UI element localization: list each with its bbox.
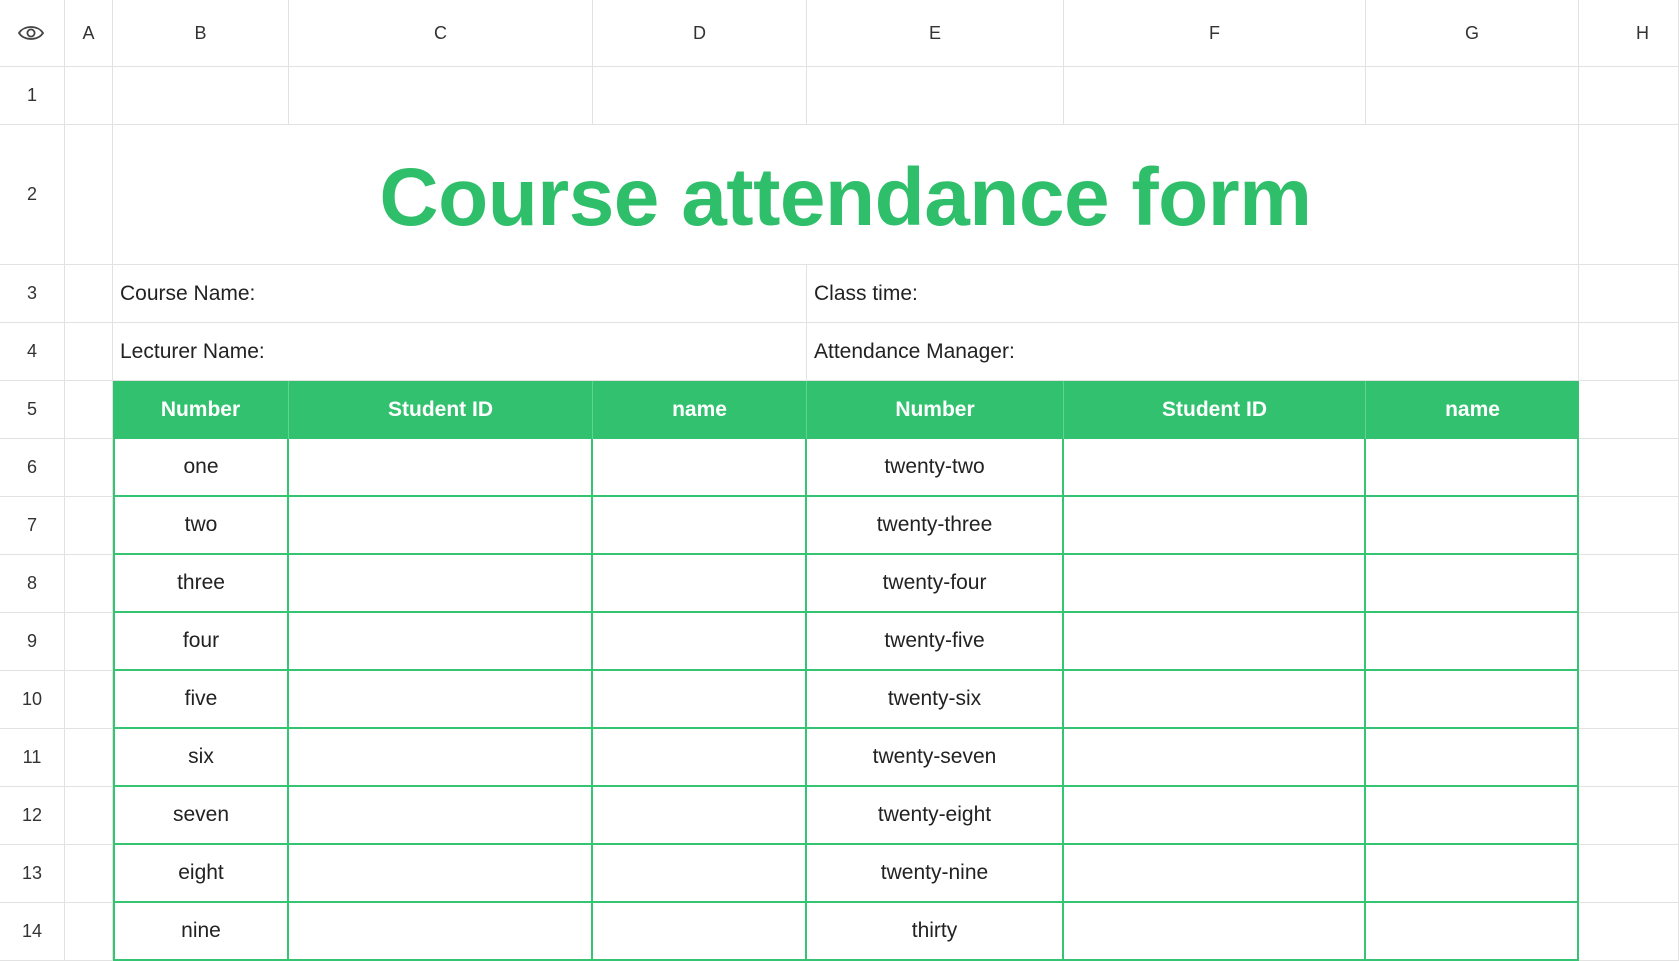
row-header-6[interactable]: 6 (0, 439, 65, 497)
table-cell-student-id[interactable] (1064, 671, 1366, 729)
table-cell-name[interactable] (593, 729, 807, 787)
row-header-11[interactable]: 11 (0, 729, 65, 787)
table-cell-student-id[interactable] (1064, 729, 1366, 787)
table-cell-student-id[interactable] (289, 555, 593, 613)
table-cell-number[interactable]: two (113, 497, 289, 555)
table-cell-name[interactable] (1366, 903, 1579, 961)
cell-h-column[interactable] (1579, 729, 1679, 787)
cell-d1[interactable] (593, 67, 807, 125)
row-header-5[interactable]: 5 (0, 381, 65, 439)
table-cell-student-id[interactable] (1064, 903, 1366, 961)
table-cell-number[interactable]: twenty-six (807, 671, 1064, 729)
cell-h-column[interactable] (1579, 67, 1679, 125)
table-cell-student-id[interactable] (289, 671, 593, 729)
table-cell-student-id[interactable] (1064, 555, 1366, 613)
cell-b1[interactable] (113, 67, 289, 125)
cell-h-column[interactable] (1579, 613, 1679, 671)
table-cell-student-id[interactable] (1064, 497, 1366, 555)
table-cell-number[interactable]: four (113, 613, 289, 671)
table-cell-name[interactable] (593, 787, 807, 845)
column-header-d[interactable]: D (593, 0, 807, 67)
table-cell-number[interactable]: twenty-three (807, 497, 1064, 555)
cell-c1[interactable] (289, 67, 593, 125)
cell-h-column[interactable] (1579, 439, 1679, 497)
row-header-3[interactable]: 3 (0, 265, 65, 323)
row-header-12[interactable]: 12 (0, 787, 65, 845)
table-cell-student-id[interactable] (1064, 439, 1366, 497)
table-cell-number[interactable]: twenty-four (807, 555, 1064, 613)
row-header-2[interactable]: 2 (0, 125, 65, 265)
table-cell-name[interactable] (1366, 555, 1579, 613)
table-cell-student-id[interactable] (289, 845, 593, 903)
table-header-name[interactable]: name (1366, 381, 1579, 439)
cell-a-column[interactable] (65, 729, 113, 787)
cell-a-column[interactable] (65, 323, 113, 381)
table-cell-name[interactable] (593, 439, 807, 497)
column-header-c[interactable]: C (289, 0, 593, 67)
cell-h-column[interactable] (1579, 381, 1679, 439)
row-header-4[interactable]: 4 (0, 323, 65, 381)
cell-a-column[interactable] (65, 671, 113, 729)
column-header-h[interactable]: H (1579, 0, 1679, 67)
eye-icon[interactable] (17, 24, 45, 42)
column-header-b[interactable]: B (113, 0, 289, 67)
table-cell-number[interactable]: five (113, 671, 289, 729)
row-header-7[interactable]: 7 (0, 497, 65, 555)
row-header-14[interactable]: 14 (0, 903, 65, 961)
table-cell-student-id[interactable] (289, 439, 593, 497)
cell-a-column[interactable] (65, 125, 113, 265)
table-cell-student-id[interactable] (289, 903, 593, 961)
row-header-8[interactable]: 8 (0, 555, 65, 613)
table-cell-number[interactable]: twenty-two (807, 439, 1064, 497)
cell-a-column[interactable] (65, 787, 113, 845)
table-cell-student-id[interactable] (289, 497, 593, 555)
cell-a-column[interactable] (65, 845, 113, 903)
table-header-number[interactable]: Number (113, 381, 289, 439)
table-cell-name[interactable] (1366, 497, 1579, 555)
cell-a-column[interactable] (65, 67, 113, 125)
table-cell-name[interactable] (1366, 613, 1579, 671)
cell-a-column[interactable] (65, 439, 113, 497)
table-cell-name[interactable] (593, 671, 807, 729)
table-cell-number[interactable]: seven (113, 787, 289, 845)
table-cell-number[interactable]: six (113, 729, 289, 787)
table-header-name[interactable]: name (593, 381, 807, 439)
cell-a-column[interactable] (65, 265, 113, 323)
attendance-manager-label[interactable]: Attendance Manager: (807, 323, 1579, 381)
table-header-student-id[interactable]: Student ID (1064, 381, 1366, 439)
table-cell-number[interactable]: three (113, 555, 289, 613)
table-cell-name[interactable] (593, 613, 807, 671)
table-header-student-id[interactable]: Student ID (289, 381, 593, 439)
table-cell-number[interactable]: twenty-eight (807, 787, 1064, 845)
cell-h-column[interactable] (1579, 671, 1679, 729)
cell-e1[interactable] (807, 67, 1064, 125)
table-cell-name[interactable] (1366, 729, 1579, 787)
select-all-corner[interactable] (0, 0, 65, 67)
cell-f1[interactable] (1064, 67, 1366, 125)
table-cell-student-id[interactable] (1064, 845, 1366, 903)
course-name-label[interactable]: Course Name: (113, 265, 807, 323)
table-cell-number[interactable]: one (113, 439, 289, 497)
cell-a-column[interactable] (65, 497, 113, 555)
row-header-1[interactable]: 1 (0, 67, 65, 125)
row-header-10[interactable]: 10 (0, 671, 65, 729)
table-cell-student-id[interactable] (289, 729, 593, 787)
lecturer-name-label[interactable]: Lecturer Name: (113, 323, 807, 381)
cell-a-column[interactable] (65, 555, 113, 613)
cell-h-column[interactable] (1579, 125, 1679, 265)
table-cell-name[interactable] (1366, 439, 1579, 497)
table-cell-name[interactable] (593, 845, 807, 903)
form-title[interactable]: Course attendance form (113, 125, 1579, 265)
table-cell-number[interactable]: twenty-seven (807, 729, 1064, 787)
table-cell-number[interactable]: twenty-five (807, 613, 1064, 671)
cell-a-column[interactable] (65, 903, 113, 961)
table-cell-number[interactable]: nine (113, 903, 289, 961)
table-cell-name[interactable] (1366, 671, 1579, 729)
table-cell-student-id[interactable] (289, 787, 593, 845)
table-header-number[interactable]: Number (807, 381, 1064, 439)
table-cell-name[interactable] (593, 555, 807, 613)
row-header-9[interactable]: 9 (0, 613, 65, 671)
cell-h-column[interactable] (1579, 845, 1679, 903)
table-cell-name[interactable] (593, 497, 807, 555)
row-header-13[interactable]: 13 (0, 845, 65, 903)
cell-h-column[interactable] (1579, 903, 1679, 961)
table-cell-name[interactable] (1366, 845, 1579, 903)
column-header-e[interactable]: E (807, 0, 1064, 67)
table-cell-student-id[interactable] (289, 613, 593, 671)
table-cell-number[interactable]: eight (113, 845, 289, 903)
cell-h-column[interactable] (1579, 323, 1679, 381)
cell-h-column[interactable] (1579, 555, 1679, 613)
table-cell-name[interactable] (1366, 787, 1579, 845)
table-cell-student-id[interactable] (1064, 787, 1366, 845)
column-header-g[interactable]: G (1366, 0, 1579, 67)
cell-h-column[interactable] (1579, 787, 1679, 845)
table-cell-student-id[interactable] (1064, 613, 1366, 671)
cell-h-column[interactable] (1579, 497, 1679, 555)
table-cell-name[interactable] (593, 903, 807, 961)
table-cell-number[interactable]: thirty (807, 903, 1064, 961)
cell-g1[interactable] (1366, 67, 1579, 125)
column-header-a[interactable]: A (65, 0, 113, 67)
class-time-label[interactable]: Class time: (807, 265, 1579, 323)
column-header-f[interactable]: F (1064, 0, 1366, 67)
cell-a-column[interactable] (65, 381, 113, 439)
cell-h-column[interactable] (1579, 265, 1679, 323)
cell-a-column[interactable] (65, 613, 113, 671)
table-cell-number[interactable]: twenty-nine (807, 845, 1064, 903)
